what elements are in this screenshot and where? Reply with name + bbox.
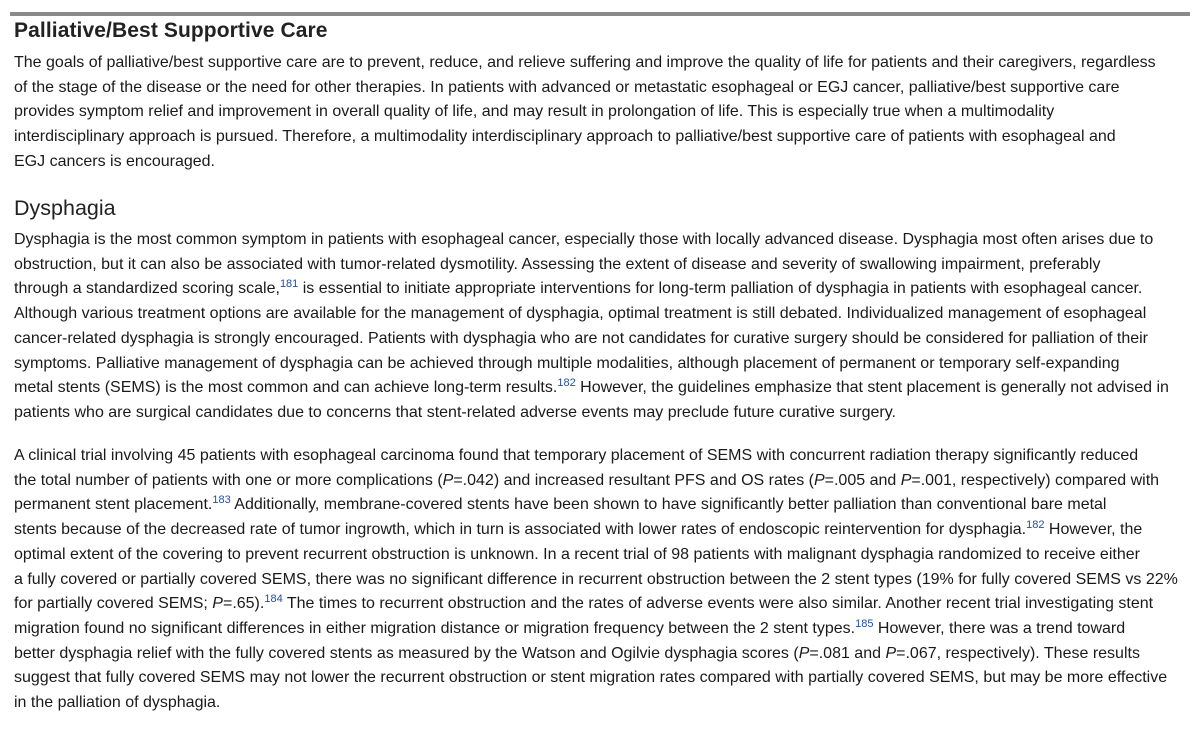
section-divider — [10, 12, 1190, 16]
text-line: obstruction, but it can also be associated with tumor-related dysmotility. Assessing the extent of disease and severity of swallowing impairment, preferably — [14, 255, 1101, 273]
text-span: =.042) and increased resultant PFS and OS rates ( — [453, 471, 814, 489]
text-line: interdisciplinary approach is pursued. Therefore, a multimodality interdisciplinary approach to palliative/best supportive care of patients with esophageal and — [14, 128, 1116, 146]
text-span: stents because of the decreased rate of tumor ingrowth, which in turn is associated with lower rates of endoscopic reintervention for dysphagia. — [14, 521, 1027, 539]
text-span: The times to recurrent obstruction and the rates of adverse events were also similar. Another recent trial investigating stent — [282, 595, 1154, 613]
text-span: However, the — [1044, 521, 1143, 539]
reference-link-182[interactable]: 182 — [557, 377, 576, 390]
text-span: =.081 and — [809, 644, 886, 662]
text-span: =.001, respectively) compared with — [911, 471, 1160, 489]
text-line: patients who are surgical candidates due to concerns that stent-related adverse events may preclude future curative surgery. — [14, 403, 896, 421]
text-line — [14, 518, 1186, 543]
text-line: a fully covered or partially covered SEMS, there was no significant difference in recurrent obstruction between the 2 stent types (19% for fully covered SEMS vs 22% — [14, 570, 1178, 588]
text-span: Additionally, membrane-covered stents have been shown to have significantly better palliation than conventional bare metal — [230, 496, 1107, 514]
text-span: migration found no significant differences in either migration distance or migration frequency between the 2 stent types. — [14, 619, 856, 637]
text-span: However, there was a trend toward — [873, 619, 1126, 637]
p-value-symbol: P — [885, 644, 897, 662]
text-span: =.005 and — [824, 471, 901, 489]
text-line: Although various treatment options are available for the management of dysphagia, optimal treatment is still debated. Individualized management of esophageal — [14, 305, 1147, 323]
text-span: metal stents (SEMS) is the most common and can achieve long-term results. — [14, 379, 558, 397]
text-span: the total number of patients with one or more complications ( — [14, 471, 443, 489]
text-span: through a standardized scoring scale, — [14, 280, 280, 298]
p-value-symbol: P — [900, 471, 912, 489]
intro-paragraph — [14, 51, 1186, 175]
reference-link-185[interactable]: 185 — [855, 617, 874, 630]
text-span: =.067, respectively). These results — [896, 644, 1140, 662]
text-line: cancer-related dysphagia is strongly encouraged. Patients with dysphagia who are not candidates for curative surgery should be considered for palliation of their — [14, 329, 1148, 347]
p-value-symbol: P — [212, 595, 223, 613]
text-line — [14, 376, 1186, 401]
text-line: of the stage of the disease or the need for other therapies. In patients with advanced or metastatic esophageal or EGJ cancer, palliative/best supportive care — [14, 78, 1120, 96]
text-span: =.65). — [222, 595, 265, 613]
text-line: optimal extent of the covering to prevent recurrent obstruction is unknown. In a recent trial of 98 patients with malignant dysphagia randomized to receive either — [14, 545, 1140, 563]
text-line — [14, 617, 1186, 642]
dysphagia-paragraph-1 — [14, 228, 1186, 426]
text-line: EGJ cancers is encouraged. — [14, 152, 215, 170]
p-value-symbol: P — [798, 644, 810, 662]
text-line: Dysphagia is the most common symptom in patients with esophageal cancer, especially those with locally advanced disease. Dysphagia most often arises due to — [14, 231, 1154, 248]
text-line: symptoms. Palliative management of dysphagia can be achieved through multiple modalities, although placement of permanent or temporary self-expanding — [14, 354, 1120, 372]
subsection-heading: Dysphagia — [14, 196, 116, 220]
text-line — [14, 642, 1186, 667]
text-line — [14, 592, 1186, 617]
text-line: in the palliation of dysphagia. — [14, 694, 221, 712]
text-line — [14, 469, 1186, 494]
reference-link-183[interactable]: 183 — [212, 494, 231, 507]
p-value-symbol: P — [813, 471, 825, 489]
p-value-symbol: P — [442, 471, 454, 489]
text-span: permanent stent placement. — [14, 496, 213, 514]
reference-link-182[interactable]: 182 — [1026, 519, 1045, 532]
text-span: is essential to initiate appropriate interventions for long-term palliation of dysphagia in patients with esophageal cancer. — [298, 280, 1143, 298]
text-span: better dysphagia relief with the fully covered stents as measured by the Watson and Ogilvie dysphagia scores ( — [14, 644, 799, 662]
text-span: However, the guidelines emphasize that stent placement is generally not advised in — [575, 379, 1169, 397]
dysphagia-paragraph-2 — [14, 444, 1186, 716]
reference-link-181[interactable]: 181 — [279, 278, 299, 291]
text-line: A clinical trial involving 45 patients with esophageal carcinoma found that temporary placement of SEMS with concurrent radiation therapy significantly reduced — [14, 447, 1139, 464]
reference-link-184[interactable]: 184 — [264, 593, 283, 606]
text-line: suggest that fully covered SEMS may not lower the recurrent obstruction or stent migration rates compared with partially covered SEMS, but may be more effective — [14, 669, 1168, 687]
text-line — [14, 493, 1186, 518]
text-span: for partially covered SEMS; — [14, 595, 213, 613]
text-line: provides symptom relief and improvement in overall quality of life, and may result in prolongation of life. This is especially true when a multimodality — [14, 103, 1055, 121]
text-line — [14, 277, 1186, 302]
text-line: The goals of palliative/best supportive care are to prevent, reduce, and relieve suffering and improve the quality of life for patients and their caregivers, regardless — [14, 54, 1156, 71]
section-title: Palliative/Best Supportive Care — [14, 19, 328, 42]
